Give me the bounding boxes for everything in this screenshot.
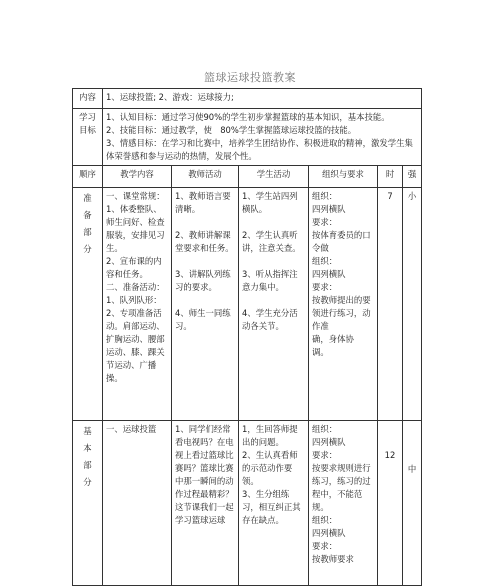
- page-title: 篮球运球投篮教案: [204, 71, 296, 84]
- basic-content: 一、运球投篮: [103, 421, 172, 586]
- prep-label: [73, 188, 103, 421]
- lesson-plan-table: [72, 88, 422, 586]
- prep-teacher: 1、教师语言要清晰。 2、教师讲解课堂要求和任务。 3、讲解队列练习的要求。 4、师生一同练习。: [172, 188, 239, 421]
- basic-intensity: 中: [403, 421, 422, 586]
- header-time: 时: [378, 166, 403, 188]
- objectives-row: [73, 109, 422, 166]
- content-label: 内容: [73, 89, 103, 109]
- header-teacher: 教师活动: [172, 166, 239, 188]
- prep-student: 1、学生站四列横队。 2、学生认真听讲，注意关查。 3、听从指挥注意力集中。 4、学生充分活动各关节。: [239, 188, 309, 421]
- prep-label-text: 准备部分: [83, 193, 92, 254]
- header-order: 顺序: [73, 166, 103, 188]
- header-row: [73, 166, 422, 188]
- header-student: 学生活动: [239, 166, 309, 188]
- content-row: [73, 89, 422, 109]
- basic-label-text: 基本部分: [83, 426, 92, 487]
- objectives-label-text: 学习目标: [79, 112, 96, 136]
- objectives-label: [73, 109, 103, 166]
- basic-student: 1，生回答师提出的问题。 2、生认真看师的示范动作要领。 3、生分组练习，相互纠正其存在缺点。: [239, 421, 309, 586]
- header-content: 教学内容: [103, 166, 172, 188]
- prep-row: [73, 188, 422, 421]
- prep-content: 一、课堂常规： 1、体委整队、师生问好、检查服装，安排见习生。 2、宣布课的内容和任务。 二、准备活动： 1、队列队形： 2、专项准备活动。肩部运动、扩胸运动、腰部运动、膝、踝关节运动、广播操。: [103, 188, 172, 421]
- basic-label: [73, 421, 103, 586]
- objective-affective: 3、情感目标：在学习和比赛中，培养学生团结协作、积极进取的精神，激发学生集体荣誉感和参与运动的热情，发展个性。: [106, 138, 413, 162]
- prep-time: 7: [378, 188, 403, 421]
- content-text: 1、运球投篮; 2、游戏：运球接力;: [103, 89, 422, 109]
- header-organization: 组织与要求: [309, 166, 378, 188]
- prep-organization: 组织： 四列横队 要求： 按体育委员的口令做 组织： 四列横队 要求： 按教师提出的要 领进行练习，动作准 确，身体协 调。: [309, 188, 378, 421]
- basic-teacher: 1、同学们经常看电视吗？在电视上看过篮球比赛吗？篮球比赛中那一瞬间的动作过程最精彩？这节课我们一起学习篮球运球: [172, 421, 239, 586]
- prep-intensity: 小: [403, 188, 422, 421]
- objective-skill: 2、技能目标：通过教学，使 80%学生掌握篮球运球投篮的技能。: [106, 125, 357, 136]
- basic-organization: 组织： 四列横队 要求： 按要求规则进行练习，练习的过程中，不能范规。 组织： 四列横队 要求： 按教师要求: [309, 421, 378, 586]
- basic-time: 12: [378, 421, 403, 586]
- header-intensity: 强: [403, 166, 422, 188]
- objectives-text: [103, 109, 422, 166]
- basic-row: [73, 421, 422, 586]
- objective-cognitive: 1、认知目标：通过学习使90%的学生初步掌握篮球的基本知识，基本技能。: [106, 112, 390, 122]
